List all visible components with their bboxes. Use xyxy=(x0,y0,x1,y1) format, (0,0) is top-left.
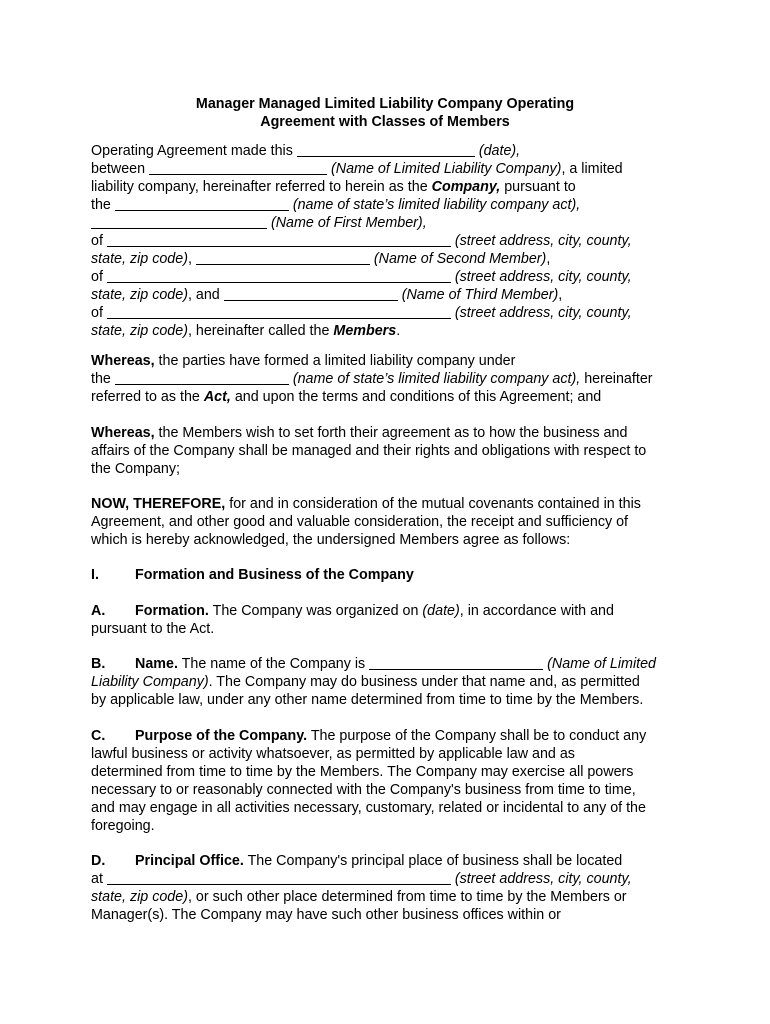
placeholder-text: (Name of Third Member) xyxy=(397,287,559,303)
section-a-line xyxy=(91,603,614,621)
section-c-line xyxy=(91,800,646,818)
intro-line xyxy=(91,287,562,305)
blank-first-member xyxy=(91,215,267,229)
text: The Company's principal place of business shall be located xyxy=(243,853,623,869)
section-d-line xyxy=(91,871,632,889)
text: . The Company may do business under that name and, as permitted xyxy=(208,674,640,690)
section-b-line xyxy=(91,674,640,692)
text: Operating Agreement made this xyxy=(91,143,297,159)
text: , hereinafter called the xyxy=(187,323,334,339)
section-b-line xyxy=(91,656,656,674)
intro-line xyxy=(91,323,400,341)
blank-date xyxy=(297,143,475,157)
section-a-line xyxy=(91,621,214,639)
text: The name of the Company is xyxy=(177,656,370,672)
section-d-line xyxy=(91,889,627,907)
defined-term: Members xyxy=(333,323,397,339)
document-title xyxy=(0,95,770,131)
text: liability company, hereinafter referred to herein as the xyxy=(91,179,432,195)
section-c-line xyxy=(91,818,155,836)
defined-term: Act, xyxy=(203,389,231,405)
whereas-label: Whereas, xyxy=(91,353,155,369)
whereas-line xyxy=(91,461,180,479)
section-c-line xyxy=(91,782,636,800)
whereas-line xyxy=(91,425,627,443)
text: , xyxy=(187,251,196,267)
placeholder-text: Liability Company) xyxy=(91,674,209,690)
placeholder-text: (name of state’s limited liability company act), xyxy=(288,371,581,387)
title-line-1: Manager Managed Limited Liability Company Operating xyxy=(195,96,575,112)
placeholder-text: state, zip code) xyxy=(91,889,188,905)
text: , or such other place determined from time to time by the Members or xyxy=(187,889,627,905)
whereas-label: Whereas, xyxy=(91,425,155,441)
section-title: Formation. xyxy=(135,603,209,619)
section-d-line xyxy=(91,853,622,871)
blank-address xyxy=(107,269,451,283)
text: the Company; xyxy=(91,461,181,477)
placeholder-text: (street address, city, county, xyxy=(450,269,632,285)
text: the Members wish to set forth their agreement as to how the business and xyxy=(154,425,628,441)
placeholder-text: (name of state’s limited liability company act), xyxy=(288,197,581,213)
placeholder-text: (Name of Limited xyxy=(543,656,657,672)
blank-company-name xyxy=(149,161,327,175)
placeholder-text: (Name of First Member), xyxy=(267,215,427,231)
text: which is hereby acknowledged, the undersigned Members agree as follows: xyxy=(91,532,571,548)
intro-line xyxy=(91,251,550,269)
placeholder-text: state, zip code) xyxy=(91,287,188,303)
text: , and xyxy=(187,287,224,303)
text: hereinafter xyxy=(580,371,653,387)
intro-line xyxy=(91,179,576,197)
section-number: A. xyxy=(91,603,106,619)
article-title: Formation and Business of the Company xyxy=(135,567,414,583)
blank-third-member xyxy=(224,287,398,301)
text: necessary to or reasonably connected with the Company's business from time to time, xyxy=(91,782,636,798)
whereas-line xyxy=(91,389,601,407)
text: at xyxy=(91,871,107,887)
now-therefore-line xyxy=(91,514,628,532)
now-therefore-line xyxy=(91,532,570,550)
section-number: C. xyxy=(91,728,106,744)
intro-line xyxy=(91,143,520,161)
text: Agreement, and other good and valuable consideration, the receipt and sufficiency of xyxy=(91,514,629,530)
section-c-line xyxy=(91,746,575,764)
section-number: B. xyxy=(91,656,106,672)
intro-line xyxy=(91,305,632,323)
article-heading xyxy=(91,567,414,585)
whereas-line xyxy=(91,353,515,371)
text: by applicable law, under any other name determined from time to time by the Members. xyxy=(91,692,644,708)
text: The purpose of the Company shall be to conduct any xyxy=(307,728,647,744)
section-number: D. xyxy=(91,853,106,869)
text: . xyxy=(396,323,401,339)
text: pursuant to the Act. xyxy=(91,621,215,637)
text: of xyxy=(91,269,107,285)
placeholder-text: (street address, city, county, xyxy=(450,233,632,249)
text: for and in consideration of the mutual covenants contained in this xyxy=(225,496,641,512)
text: between xyxy=(91,161,150,177)
placeholder-text: state, zip code) xyxy=(91,251,188,267)
text: the xyxy=(91,371,115,387)
blank-second-member xyxy=(196,251,370,265)
intro-line xyxy=(91,269,632,287)
text: foregoing. xyxy=(91,818,155,834)
text: pursuant to xyxy=(500,179,576,195)
defined-term: Company, xyxy=(431,179,501,195)
text: , in accordance with and xyxy=(459,603,614,619)
intro-line xyxy=(91,233,632,251)
section-title: Purpose of the Company. xyxy=(135,728,308,744)
article-number: I. xyxy=(91,567,99,583)
text: Manager(s). The Company may have such other business offices within or xyxy=(91,907,561,923)
text: the xyxy=(91,197,115,213)
section-title: Name. xyxy=(135,656,178,672)
blank-address xyxy=(107,871,451,885)
whereas-line xyxy=(91,443,646,461)
text: The Company was organized on xyxy=(208,603,423,619)
text: lawful business or activity whatsoever, as permitted by applicable law and as xyxy=(91,746,575,762)
intro-line xyxy=(91,215,427,233)
section-c-line xyxy=(91,728,646,746)
placeholder-text: (Name of Limited Liability Company) xyxy=(327,161,562,177)
title-line-2: Agreement with Classes of Members xyxy=(260,114,510,130)
text: , xyxy=(558,287,563,303)
text: , xyxy=(546,251,551,267)
text: the parties have formed a limited liability company under xyxy=(154,353,516,369)
now-therefore-line xyxy=(91,496,641,514)
placeholder-text: state, zip code) xyxy=(91,323,188,339)
text: determined from time to time by the Members. The Company may exercise all powers xyxy=(91,764,634,780)
placeholder-text: (date), xyxy=(474,143,521,159)
placeholder-text: (date) xyxy=(422,603,460,619)
text: affairs of the Company shall be managed and their rights and obligations with respect to xyxy=(91,443,647,459)
placeholder-text: (Name of Second Member) xyxy=(369,251,547,267)
blank-company-name xyxy=(369,656,543,670)
text: , a limited xyxy=(561,161,623,177)
text: referred to as the xyxy=(91,389,204,405)
whereas-line xyxy=(91,371,653,389)
text: and upon the terms and conditions of this Agreement; and xyxy=(230,389,602,405)
text: and may engage in all activities necessary, customary, related or incidental to any of the xyxy=(91,800,646,816)
section-d-line xyxy=(91,907,561,925)
blank-state-act xyxy=(115,197,289,211)
blank-address xyxy=(107,233,451,247)
blank-state-act xyxy=(115,371,289,385)
section-c-line xyxy=(91,764,633,782)
placeholder-text: (street address, city, county, xyxy=(450,871,632,887)
text: of xyxy=(91,305,107,321)
intro-line xyxy=(91,197,580,215)
section-b-line xyxy=(91,692,643,710)
intro-line xyxy=(91,161,623,179)
text: of xyxy=(91,233,107,249)
section-title: Principal Office. xyxy=(135,853,244,869)
blank-address xyxy=(107,305,451,319)
placeholder-text: (street address, city, county, xyxy=(450,305,632,321)
now-therefore-label: NOW, THEREFORE, xyxy=(91,496,226,512)
